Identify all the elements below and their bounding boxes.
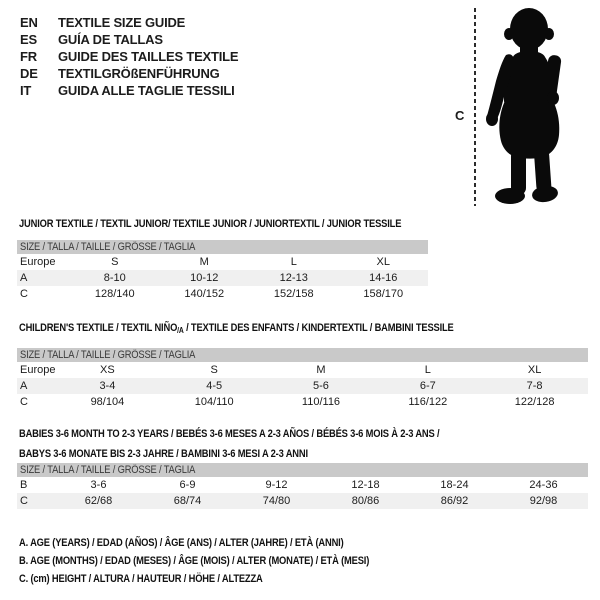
size-cell: XS [100,364,115,376]
size-header-text: SIZE / TALLA / TAILLE / GRÖSSE / TAGLIA [20,241,196,253]
junior-size-table [17,240,428,302]
value-cell: 4-5 [161,378,268,394]
value-cell: 7-8 [481,378,588,394]
row-label: A [17,270,70,286]
value-cell: 12-13 [249,270,339,286]
language-title: GUÍA DE TALLAS [58,32,163,47]
language-title: GUIDA ALLE TAGLIE TESSILI [58,83,235,98]
value-cell: 10-12 [160,270,250,286]
value-cell: 116/122 [408,396,448,408]
children-title-part2: / TEXTILE DES ENFANTS / KINDERTEXTIL / BAMBINI TESSILE [183,322,454,334]
babies-size-table [17,463,588,509]
legend-block [19,534,431,588]
size-header-text: SIZE / TALLA / TAILLE / GRÖSSE / TAGLIA [20,349,196,361]
babies-section-title [19,424,514,464]
value-cell: 14-16 [339,270,429,286]
height-row [17,493,588,509]
language-code: EN [20,15,38,30]
size-header-row [17,463,588,477]
value-cell: 128/140 [94,288,135,300]
value-cell: 3-4 [54,378,161,394]
size-cell: M [316,364,326,376]
language-title: TEXTILGRÖßENFÜHRUNG [58,66,220,81]
babies-title-line1: BABIES 3-6 MONTH TO 2-3 YEARS / BEBÉS 3-6 MESES A 2-3 AÑOS / BÉBÉS 3-6 MOIS À 2-3 ANS / [19,428,440,440]
value-cell: 152/158 [273,288,314,300]
value-cell: 18-24 [440,479,469,491]
age-row [17,378,588,394]
row-label: B [20,479,28,491]
value-cell: 68/74 [143,493,232,509]
value-cell: 74/80 [232,493,321,509]
value-cell: 110/116 [301,396,341,408]
baby-silhouette-icon [480,5,577,207]
value-cell: 8-10 [70,270,160,286]
language-code: FR [20,49,37,64]
value-cell: 6-7 [374,378,481,394]
size-cell: XL [527,364,542,376]
value-cell: 62/68 [54,493,143,509]
row-label: C [20,396,28,408]
language-row [20,14,238,31]
value-cell: 9-12 [265,479,288,491]
value-cell: 3-6 [90,479,107,491]
value-cell: 24-36 [529,479,558,491]
size-cell: L [424,364,431,376]
value-cell: 86/92 [410,493,499,509]
size-header-cell [17,240,428,254]
junior-section-title [19,218,469,230]
language-title-block [20,14,238,99]
row-label: C [20,288,28,300]
height-measure-label: C [455,108,465,123]
value-cell: 80/86 [321,493,410,509]
size-cell: S [111,256,119,268]
size-header-row [17,240,428,254]
language-row [20,48,238,65]
row-label: A [17,378,54,394]
language-row [20,65,238,82]
children-section-title [19,322,530,335]
language-code: IT [20,83,32,98]
size-header-text: SIZE / TALLA / TAILLE / GRÖSSE / TAGLIA [20,464,196,476]
value-cell: 98/104 [90,396,125,408]
value-cell: 140/152 [184,288,225,300]
height-measure-line [474,8,476,206]
children-title-part1: CHILDREN'S TEXTILE / TEXTIL NIÑO [19,322,178,334]
language-row [20,31,238,48]
legend-line-c: C. (cm) HEIGHT / ALTURA / HAUTEUR / HÖHE / ALTEZZA [19,573,263,585]
region-row [17,362,588,378]
value-cell: 5-6 [268,378,375,394]
children-section-title-text [19,322,454,335]
children-title-subscript: /A [177,326,184,335]
age-months-row [17,477,588,493]
children-size-table [17,348,588,410]
size-header-row [17,348,588,362]
row-label: Europe [20,256,56,268]
value-cell: 92/98 [499,493,588,509]
row-label: Europe [20,364,56,376]
value-cell: 12-18 [351,479,380,491]
legend-line-b: B. AGE (MONTHS) / EDAD (MESES) / ÂGE (MOIS) / ALTER (MONATE) / ETÀ (MESI) [19,555,370,567]
size-header-cell [17,463,588,477]
value-cell: 6-9 [179,479,196,491]
size-cell: S [210,364,218,376]
language-title: TEXTILE SIZE GUIDE [58,15,186,30]
babies-title-line2: BABYS 3-6 MONATE BIS 2-3 JAHRE / BAMBINI 3-6 MESI A 2-3 ANNI [19,448,308,460]
size-header-cell [17,348,588,362]
size-cell: M [199,256,209,268]
legend-line-a: A. AGE (YEARS) / EDAD (AÑOS) / ÂGE (ANS) / ALTER (JAHRE) / ETÀ (ANNI) [19,537,344,549]
language-row [20,82,238,99]
language-code: ES [20,32,37,47]
age-row [17,270,428,286]
value-cell: 122/128 [514,396,555,408]
size-cell: L [290,256,297,268]
height-row [17,394,588,410]
height-row [17,286,428,302]
value-cell: 158/170 [363,288,404,300]
language-title: GUIDE DES TAILLES TEXTILE [58,49,239,64]
row-label: C [17,493,54,509]
size-cell: XL [376,256,390,268]
region-row [17,254,428,270]
junior-section-title-text: JUNIOR TEXTILE / TEXTIL JUNIOR/ TEXTILE JUNIOR / JUNIORTEXTIL / JUNIOR TESSILE [19,218,402,230]
language-code: DE [20,66,38,81]
value-cell: 104/110 [194,396,234,408]
